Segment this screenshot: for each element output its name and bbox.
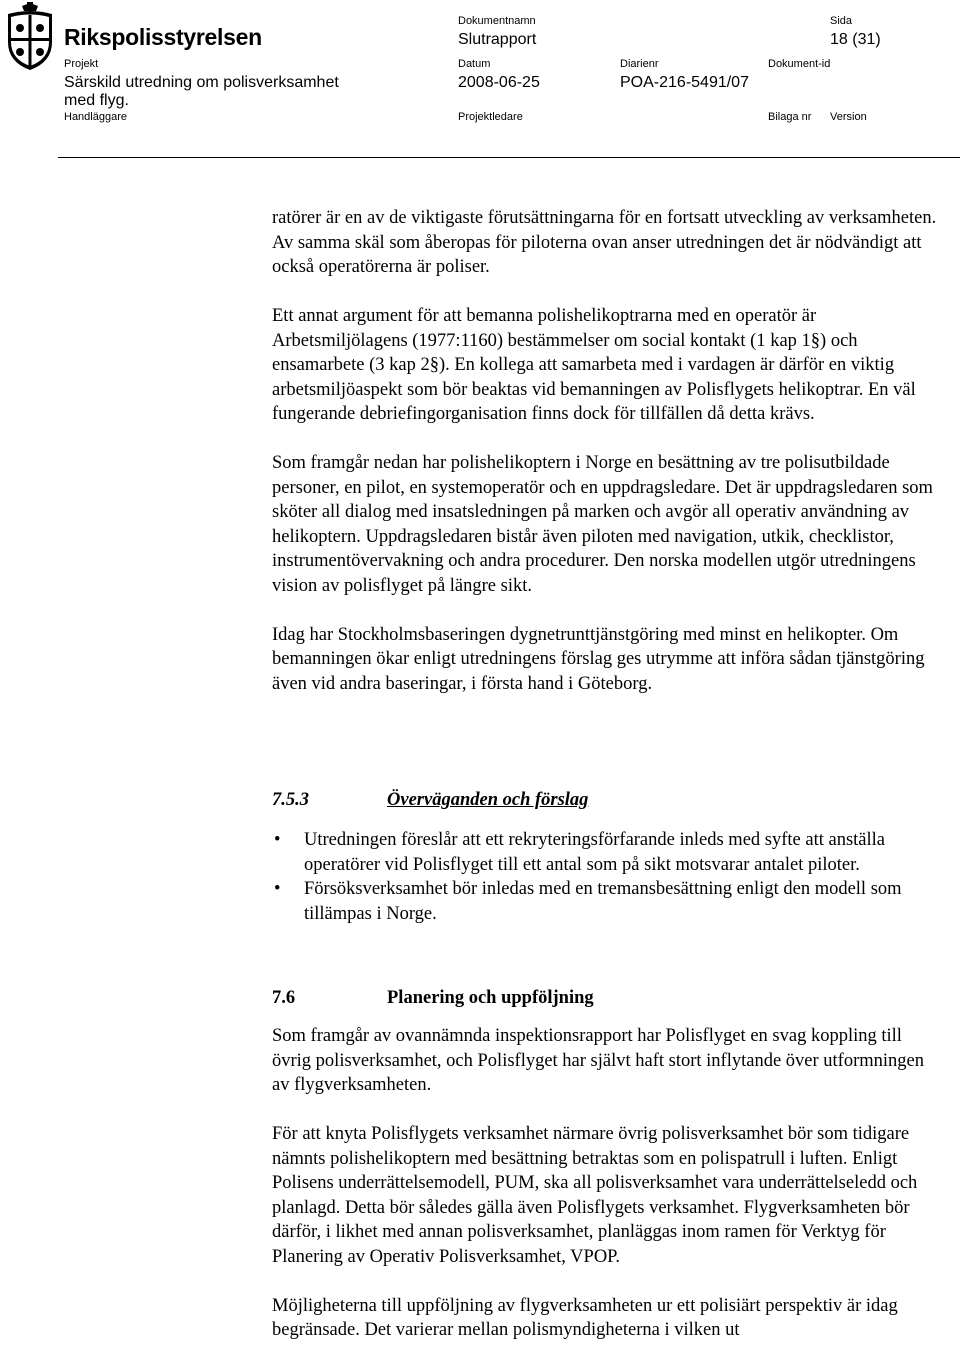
paragraph-1: ratörer är en av de viktigaste förutsättningarna för en fortsatt utveckling av verksamheten. Av samma skäl som åberopas för piloterna ovan anser utredningen det är nödvändigt att också operatörerna är poliser. [272, 208, 937, 277]
proposal-list [272, 828, 940, 926]
section-number: 7.6 [272, 988, 296, 1008]
paragraph-5: Som framgår av ovannämnda inspektionsrapport har Polisflyget en svag koppling till övrig polisverksamhet, och Polisflyget har självt haft stort inflytande över utformningen av flygverksamheten. [272, 1026, 924, 1095]
paragraph-2: Ett annat argument för att bemanna polishelikoptrarna med en operatör är Arbetsmiljölagens (1977:1160) bestämmelser om social kontakt (1 kap 1§) och ensamarbete (3 kap 2§). En kollega att samarbeta med i vardagen är därför en viktig arbetsmiljöaspekt som bör beaktas vid bemanningen av Polisflygets helikoptrar. En väl fungerande debriefingorganisation finns dock för tillfällen då detta krävs. [272, 306, 916, 424]
value-dokumentnamn: Slutrapport [458, 31, 537, 48]
header-divider [58, 157, 960, 158]
value-datum: 2008-06-25 [458, 74, 540, 91]
value-sida: 18 (31) [830, 31, 881, 48]
label-handlaggare: Handläggare [64, 111, 127, 123]
label-projekt: Projekt [64, 58, 99, 70]
label-diarienr: Diarienr [620, 58, 659, 70]
value-projekt-line2: med flyg. [64, 92, 129, 109]
document-header [0, 0, 960, 160]
paragraph-4: Idag har Stockholmsbaseringen dygnetrunttjänstgöring med minst en helikopter. Om bemanningen ökar enligt utredningens förslag ges utrymme att införa sådan tjänstgöring även vid andra baseringar, i första hand i Göteborg. [272, 624, 925, 694]
label-datum: Datum [458, 58, 491, 70]
label-dokument-id: Dokument-id [768, 58, 831, 70]
paragraph-7: Möjligheterna till uppföljning av flygverksamheten ur ett polisiärt perspektiv är idag begränsade. Det varierar mellan polismyndigheterna i vilken ut [272, 1295, 898, 1340]
value-projekt: Särskild utredning om polisverksamhet [64, 74, 339, 91]
body-text-block-1 [272, 206, 940, 721]
paragraph-6: För att knyta Polisflygets verksamhet närmare övrig polisverksamhet bör som tidigare nämnts polishelikoptern med besättning betraktas som en polispatrull i luften. Enligt Polisens underrättelsemodell, PUM, ska all polisverksamhet vara underrättelseledd och planlagd. Detta bör således gälla även Polisflygets verksamhet. Flygverksamheten bör därför, i likhet med annan polisverksamhet, planläggas inom ramen för Verktyg för Planering av Operativ Polisverksamhet, VPOP. [272, 1124, 918, 1267]
section-heading-7-6 [272, 988, 594, 1009]
crest-icon [2, 2, 58, 72]
brand-name: Rikspolisstyrelsen [64, 24, 262, 50]
label-version: Version [830, 111, 867, 123]
body-text-block-2 [272, 1024, 940, 1367]
section-title: Planering och uppföljning [387, 988, 594, 1008]
section-number: 7.5.3 [272, 790, 309, 810]
bullet-icon: • [274, 879, 281, 899]
label-bilaga-nr: Bilaga nr [768, 111, 812, 123]
label-dokumentnamn: Dokumentnamn [458, 15, 536, 27]
section-title: Överväganden och förslag [387, 790, 589, 810]
paragraph-3: Som framgår nedan har polishelikoptern i Norge en besättning av tre polisutbildade personer, en pilot, en systemoperatör och en uppdragsledare. Det är uppdragsledaren som sköter all dialog med insatsledningen på marken och avgör all operativ användning av helikoptern. Uppdragsledaren bistår även piloten med navigation, utkik, checklistor, instrumentövervakning och andra procedurer. Den norska modellen utgör utredningens vision av polisflyget på längre sikt. [272, 453, 933, 596]
value-diarienr: POA-216-5491/07 [620, 74, 749, 91]
label-sida: Sida [830, 15, 853, 27]
list-item: • Utredningen föreslår att ett rekryteringsförfarande inleds med syfte att anställa operatörer vid Polisflyget till ett antal som på sikt motsvarar antalet piloter. [274, 830, 885, 875]
section-heading-7-5-3 [272, 790, 588, 811]
list-item: • Försöksverksamhet bör inledas med en tremansbesättning enligt den modell som tillämpas i Norge. [274, 879, 902, 924]
bullet-icon: • [274, 830, 281, 850]
label-projektledare: Projektledare [458, 111, 523, 123]
